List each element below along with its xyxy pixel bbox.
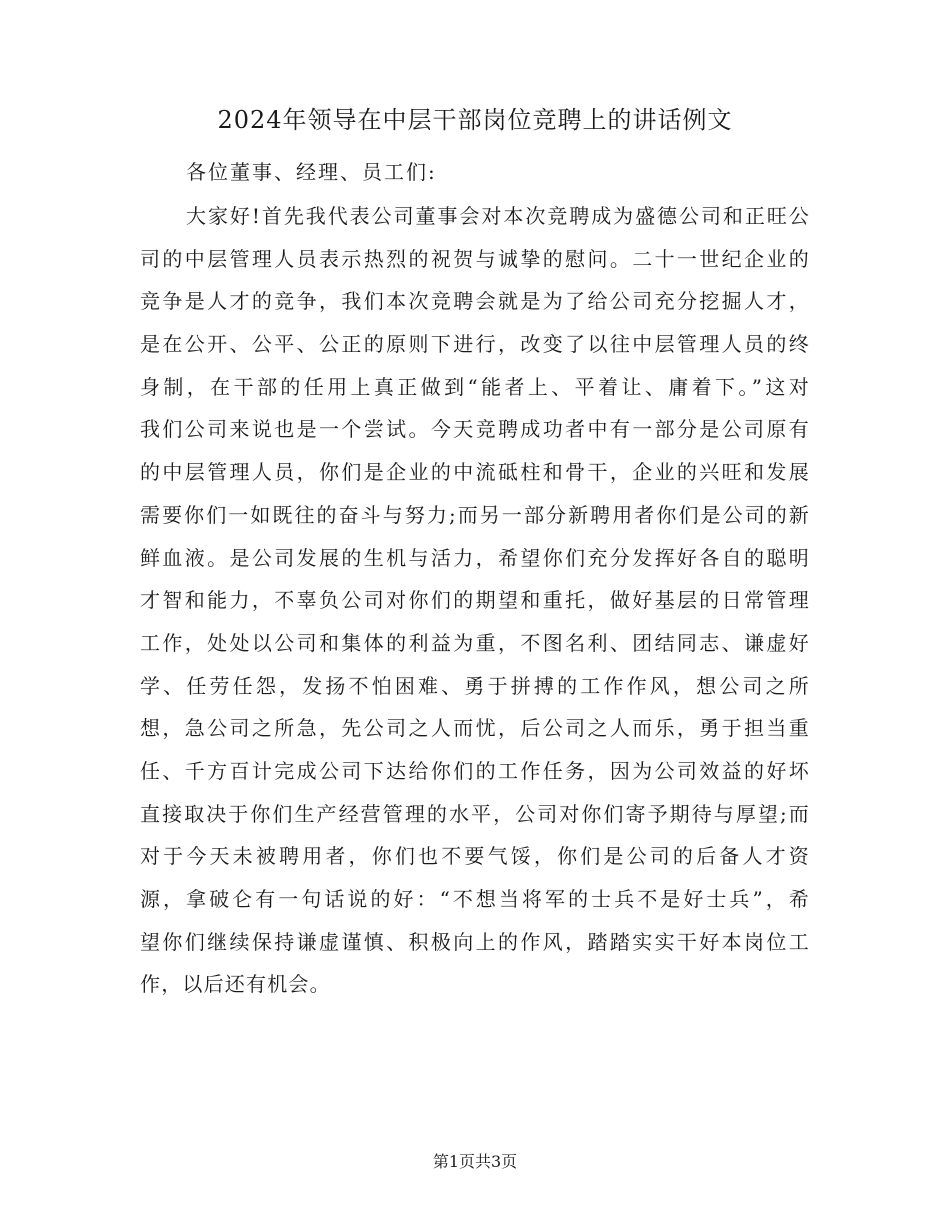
body-line: 学、任劳任怨，发扬不怕困难、勇于拼搏的工作作风，想公司之所 xyxy=(140,673,810,698)
body-line: 鲜血液。是公司发展的生机与活力，希望你们充分发挥好各自的聪明 xyxy=(140,545,810,570)
body-line: 身制，在干部的任用上真正做到“能者上、平着让、庸着下。”这对 xyxy=(140,374,810,399)
body-line: 任、千方百计完成公司下达给你们的工作任务，因为公司效益的好坏 xyxy=(140,758,810,783)
body-line: 才智和能力，不辜负公司对你们的期望和重托，做好基层的日常管理 xyxy=(140,588,810,613)
body-line: 的中层管理人员，你们是企业的中流砥柱和骨干，企业的兴旺和发展 xyxy=(140,460,810,485)
body-line: 司的中层管理人员表示热烈的祝贺与诚挚的慰问。二十一世纪企业的 xyxy=(140,246,810,271)
body-line: 望你们继续保持谦虚谨慎、积极向上的作风，踏踏实实干好本岗位工 xyxy=(140,929,810,954)
body-line: 是在公开、公平、公正的原则下进行，改变了以往中层管理人员的终 xyxy=(140,332,810,357)
salutation: 各位董事、经理、员工们: xyxy=(186,160,437,184)
body-line: 需要你们一如既往的奋斗与努力;而另一部分新聘用者你们是公司的新 xyxy=(140,502,810,527)
body-line: 工作，处处以公司和集体的利益为重，不图名利、团结同志、谦虚好 xyxy=(140,630,810,655)
body-line: 直接取决于你们生产经营管理的水平，公司对你们寄予期待与厚望;而 xyxy=(140,801,810,826)
document-title: 2024年领导在中层干部岗位竞聘上的讲话例文 xyxy=(217,106,733,134)
body-line: 对于今天未被聘用者，你们也不要气馁，你们是公司的后备人才资 xyxy=(140,844,810,869)
body-paragraph xyxy=(140,195,810,1006)
body-line: 源，拿破仑有一句话说的好：“不想当将军的士兵不是好士兵”，希 xyxy=(140,887,810,911)
page-number-footer: 第1页共3页 xyxy=(432,1152,518,1171)
body-line: 想，急公司之所急，先公司之人而忧，后公司之人而乐，勇于担当重 xyxy=(140,716,810,741)
body-line: 竞争是人才的竞争，我们本次竞聘会就是为了给公司充分挖掘人才， xyxy=(140,289,810,314)
body-line: 大家好!首先我代表公司董事会对本次竞聘成为盛德公司和正旺公 xyxy=(186,204,810,228)
body-line: 我们公司来说也是一个尝试。今天竞聘成功者中有一部分是公司原有 xyxy=(140,417,810,442)
body-line: 作，以后还有机会。 xyxy=(140,972,331,997)
